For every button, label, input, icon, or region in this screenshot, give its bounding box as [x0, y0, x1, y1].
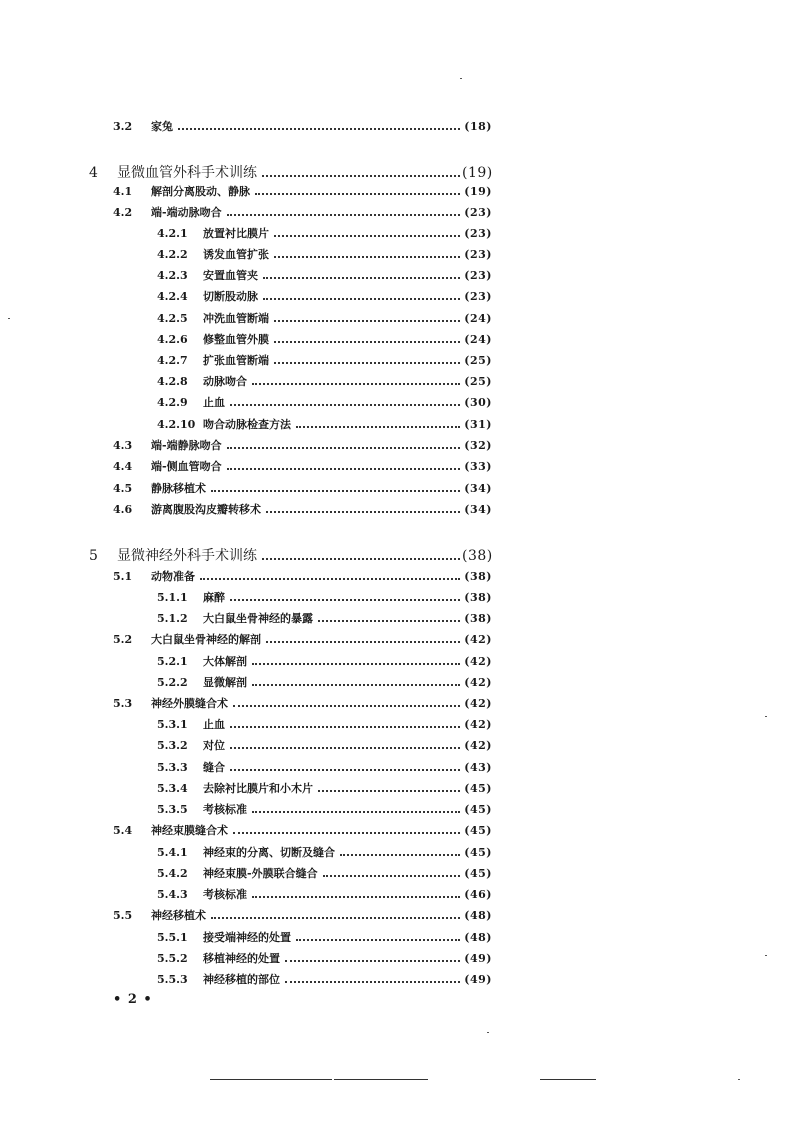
dot-leader: [263, 298, 460, 300]
toc-entry-page: (24): [464, 333, 492, 346]
toc-entry-title: 动物准备: [151, 570, 195, 583]
toc-entry-page: (45): [464, 846, 492, 859]
toc-entry: [113, 480, 492, 496]
scan-artifact-line: [210, 1079, 332, 1080]
toc-entry-number: 4.2.4: [157, 290, 188, 303]
toc-entry-number: 4.2: [113, 206, 133, 219]
toc-entry-number: 5.5.2: [157, 952, 188, 965]
toc-entry-page: (42): [464, 739, 492, 752]
toc-entry-page: (45): [464, 803, 492, 816]
toc-entry-title: 神经外膜缝合术: [151, 697, 228, 710]
toc-entry-title: 放置衬比膜片: [203, 227, 269, 240]
toc-entry: [113, 695, 492, 711]
toc-entry-number: 4: [89, 165, 98, 181]
dot-leader: [211, 490, 460, 492]
toc-entry: [157, 844, 492, 860]
dot-leader: [274, 341, 460, 343]
toc-entry-number: 4.2.5: [157, 312, 188, 325]
toc-entry-title: 大白鼠坐骨神经的解剖: [151, 633, 261, 646]
toc-entry-page: (23): [464, 269, 492, 282]
toc-entry-page: (49): [464, 952, 492, 965]
toc-entry-page: (34): [464, 482, 492, 495]
toc-entry-page: (18): [464, 120, 492, 133]
toc-entry-title: 神经移植的部位: [203, 973, 280, 986]
toc-entry: [157, 416, 492, 432]
toc-entry-number: 4.2.9: [157, 396, 188, 409]
page-number: • 2 •: [113, 992, 153, 1007]
dot-leader: [262, 558, 460, 560]
toc-entry: [157, 610, 492, 626]
toc-entry-title: 端-端动脉吻合: [151, 206, 222, 219]
toc-entry-title: 切断股动脉: [203, 290, 258, 303]
toc-entry: [113, 183, 492, 199]
toc-entry: [157, 653, 492, 669]
scan-speck: [765, 955, 767, 956]
toc-entry-number: 4.5: [113, 482, 133, 495]
toc-entry: [157, 886, 492, 902]
toc-entry-title: 移植神经的处置: [203, 952, 280, 965]
dot-leader: [274, 320, 460, 322]
toc-entry-page: (48): [464, 909, 492, 922]
toc-entry-page: (38): [464, 612, 492, 625]
toc-entry: [157, 267, 492, 283]
toc-entry: [113, 437, 492, 453]
dot-leader: [255, 193, 460, 195]
dot-leader: [230, 726, 460, 728]
toc-entry-number: 5.3.4: [157, 782, 188, 795]
toc-entry-title: 端-侧血管吻合: [151, 460, 222, 473]
toc-entry-title: 显微解剖: [203, 676, 247, 689]
toc-entry: [157, 759, 492, 775]
toc-entry-number: 5.1.2: [157, 612, 188, 625]
toc-entry-page: (31): [464, 418, 492, 431]
toc-entry-page: (49): [464, 973, 492, 986]
toc-entry-number: 5.4: [113, 824, 133, 837]
toc-entry-page: (42): [464, 676, 492, 689]
toc-entry: [157, 310, 492, 326]
toc-entry-title: 神经移植术: [151, 909, 206, 922]
toc-entry-page: (23): [464, 290, 492, 303]
toc-entry: [157, 331, 492, 347]
dot-leader: [227, 447, 460, 449]
dot-leader: [262, 175, 460, 177]
toc-entry-page: (42): [464, 655, 492, 668]
toc-entry-number: 5.1.1: [157, 591, 188, 604]
toc-entry-number: 4.4: [113, 460, 133, 473]
toc-chapter: [89, 162, 492, 182]
toc-entry-page: (23): [464, 248, 492, 261]
toc-entry-title: 考核标准: [203, 803, 247, 816]
toc-entry-title: 吻合动脉检查方法: [203, 418, 291, 431]
toc-entry-page: (46): [464, 888, 492, 901]
toc-entry-title: 考核标准: [203, 888, 247, 901]
toc-entry-number: 5.4.2: [157, 867, 188, 880]
toc-entry-number: 5: [89, 548, 98, 564]
toc-entry-title: 显微血管外科手术训练: [117, 165, 257, 181]
toc-entry-title: 大白鼠坐骨神经的暴露: [203, 612, 313, 625]
toc-entry: [113, 501, 492, 517]
toc-entry-number: 4.2.3: [157, 269, 188, 282]
toc-entry-page: (45): [464, 824, 492, 837]
dot-leader: [296, 426, 460, 428]
toc-entry-page: (33): [464, 460, 492, 473]
dot-leader: [230, 769, 460, 771]
toc-entry-page: (38): [464, 570, 492, 583]
toc-entry-number: 5.1: [113, 570, 133, 583]
dot-leader: [296, 939, 460, 941]
scan-speck: [8, 318, 10, 319]
dot-leader: [340, 854, 460, 856]
toc-entry-title: 冲洗血管断端: [203, 312, 269, 325]
toc-entry-number: 5.3.5: [157, 803, 188, 816]
toc-entry-page: (34): [464, 503, 492, 516]
scan-artifact-line: [358, 1079, 428, 1080]
toc-entry-page: (30): [464, 396, 492, 409]
toc-entry-title: 扩张血管断端: [203, 354, 269, 367]
dot-leader: [227, 468, 460, 470]
dot-leader: [318, 790, 460, 792]
toc-entry-title: 麻醉: [203, 591, 225, 604]
toc-entry-title: 神经束膜缝合术: [151, 824, 228, 837]
toc-entry: [157, 971, 492, 987]
toc-entry-page: (48): [464, 931, 492, 944]
toc-entry-page: (42): [464, 718, 492, 731]
toc-entry: [113, 822, 492, 838]
toc-entry-page: (19): [462, 165, 493, 181]
toc-entry-title: 动脉吻合: [203, 375, 247, 388]
toc-entry: [157, 716, 492, 732]
toc-entry: [113, 204, 492, 220]
toc-entry-number: 5.3.2: [157, 739, 188, 752]
toc-entry-page: (42): [464, 697, 492, 710]
toc-entry-number: 5.2.2: [157, 676, 188, 689]
toc-entry-number: 4.2.10: [157, 418, 196, 431]
toc-entry-number: 3.2: [113, 120, 133, 133]
toc-entry: [157, 737, 492, 753]
toc-entry: [113, 907, 492, 923]
toc-entry-number: 5.3: [113, 697, 133, 710]
dot-leader: [274, 362, 460, 364]
toc-entry-title: 去除衬比膜片和小木片: [203, 782, 313, 795]
toc-entry-title: 缝合: [203, 761, 225, 774]
toc-entry: [113, 458, 492, 474]
dot-leader: [266, 511, 460, 513]
toc-entry: [157, 225, 492, 241]
dot-leader: [323, 875, 460, 877]
toc-entry-number: 5.3.3: [157, 761, 188, 774]
scan-speck: [765, 716, 767, 717]
dot-leader: [266, 641, 460, 643]
toc-entry-title: 止血: [203, 396, 225, 409]
toc-entry-number: 4.2.8: [157, 375, 188, 388]
toc-entry: [157, 373, 492, 389]
toc-entry-page: (38): [464, 591, 492, 604]
dot-leader: [274, 256, 460, 258]
toc-entry: [157, 394, 492, 410]
toc-entry: [157, 801, 492, 817]
toc-entry: [157, 352, 492, 368]
toc-entry-number: 4.2.2: [157, 248, 188, 261]
toc-entry-title: 家兔: [151, 120, 173, 133]
dot-leader: [230, 599, 460, 601]
toc-entry-title: 安置血管夹: [203, 269, 258, 282]
toc-entry-number: 4.1: [113, 185, 133, 198]
toc-entry: [157, 589, 492, 605]
scan-speck: [738, 1079, 740, 1080]
toc-entry-title: 修整血管外膜: [203, 333, 269, 346]
dot-leader: [274, 235, 460, 237]
dot-leader: [230, 404, 460, 406]
toc-entry-number: 5.4.1: [157, 846, 188, 859]
toc-entry-page: (32): [464, 439, 492, 452]
toc-entry-page: (23): [464, 227, 492, 240]
toc-entry-number: 4.6: [113, 503, 133, 516]
dot-leader: [230, 747, 460, 749]
dot-leader: [200, 578, 460, 580]
dot-leader: [252, 896, 460, 898]
toc-entry-number: 4.3: [113, 439, 133, 452]
toc-chapter: [89, 545, 492, 565]
dot-leader: [285, 981, 460, 983]
toc-entry: [157, 780, 492, 796]
toc-entry-number: 5.5.3: [157, 973, 188, 986]
toc-entry-number: 5.5.1: [157, 931, 188, 944]
scan-speck: [460, 78, 462, 79]
toc-entry: [157, 865, 492, 881]
toc-entry-page: (45): [464, 867, 492, 880]
dot-leader: [233, 705, 460, 707]
toc-entry-number: 5.2.1: [157, 655, 188, 668]
toc-entry-number: 4.2.6: [157, 333, 188, 346]
toc-entry-title: 静脉移植术: [151, 482, 206, 495]
toc-entry: [157, 929, 492, 945]
dot-leader: [252, 811, 460, 813]
toc-entry: [157, 950, 492, 966]
toc-entry-number: 5.4.3: [157, 888, 188, 901]
toc-entry-title: 解剖分离股动、静脉: [151, 185, 250, 198]
toc-entry-page: (23): [464, 206, 492, 219]
toc-entry-page: (19): [464, 185, 492, 198]
toc-entry-title: 神经束膜-外膜联合缝合: [203, 867, 318, 880]
toc-entry: [157, 674, 492, 690]
toc-entry-page: (43): [464, 761, 492, 774]
dot-leader: [233, 832, 460, 834]
toc-entry-number: 4.2.1: [157, 227, 188, 240]
dot-leader: [252, 663, 460, 665]
dot-leader: [178, 128, 460, 130]
toc-entry-title: 神经束的分离、切断及缝合: [203, 846, 335, 859]
dot-leader: [263, 277, 460, 279]
toc-entry: [113, 568, 492, 584]
toc-entry-title: 止血: [203, 718, 225, 731]
toc-entry: [113, 118, 492, 134]
dot-leader: [252, 684, 460, 686]
toc-entry-page: (42): [464, 633, 492, 646]
toc-entry-title: 端-端静脉吻合: [151, 439, 222, 452]
toc-entry-page: (24): [464, 312, 492, 325]
toc-entry-page: (25): [464, 375, 492, 388]
toc-entry-title: 诱发血管扩张: [203, 248, 269, 261]
dot-leader: [285, 960, 460, 962]
dot-leader: [318, 620, 460, 622]
toc-entry-number: 5.3.1: [157, 718, 188, 731]
toc-entry-page: (45): [464, 782, 492, 795]
dot-leader: [252, 383, 460, 385]
toc-entry-number: 4.2.7: [157, 354, 188, 367]
toc-entry-page: (25): [464, 354, 492, 367]
toc-entry-title: 接受端神经的处置: [203, 931, 291, 944]
toc-entry-number: 5.2: [113, 633, 133, 646]
toc-entry: [157, 246, 492, 262]
scan-artifact-line: [540, 1079, 596, 1080]
toc-entry: [113, 631, 492, 647]
toc-entry-page: (38): [462, 548, 493, 564]
toc-entry: [157, 288, 492, 304]
toc-entry-title: 大体解剖: [203, 655, 247, 668]
dot-leader: [227, 214, 460, 216]
toc-entry-title: 显微神经外科手术训练: [117, 548, 257, 564]
toc-entry-number: 5.5: [113, 909, 133, 922]
scan-speck: [487, 1032, 489, 1033]
toc-entry-title: 对位: [203, 739, 225, 752]
toc-entry-title: 游离腹股沟皮瓣转移术: [151, 503, 261, 516]
dot-leader: [211, 917, 460, 919]
